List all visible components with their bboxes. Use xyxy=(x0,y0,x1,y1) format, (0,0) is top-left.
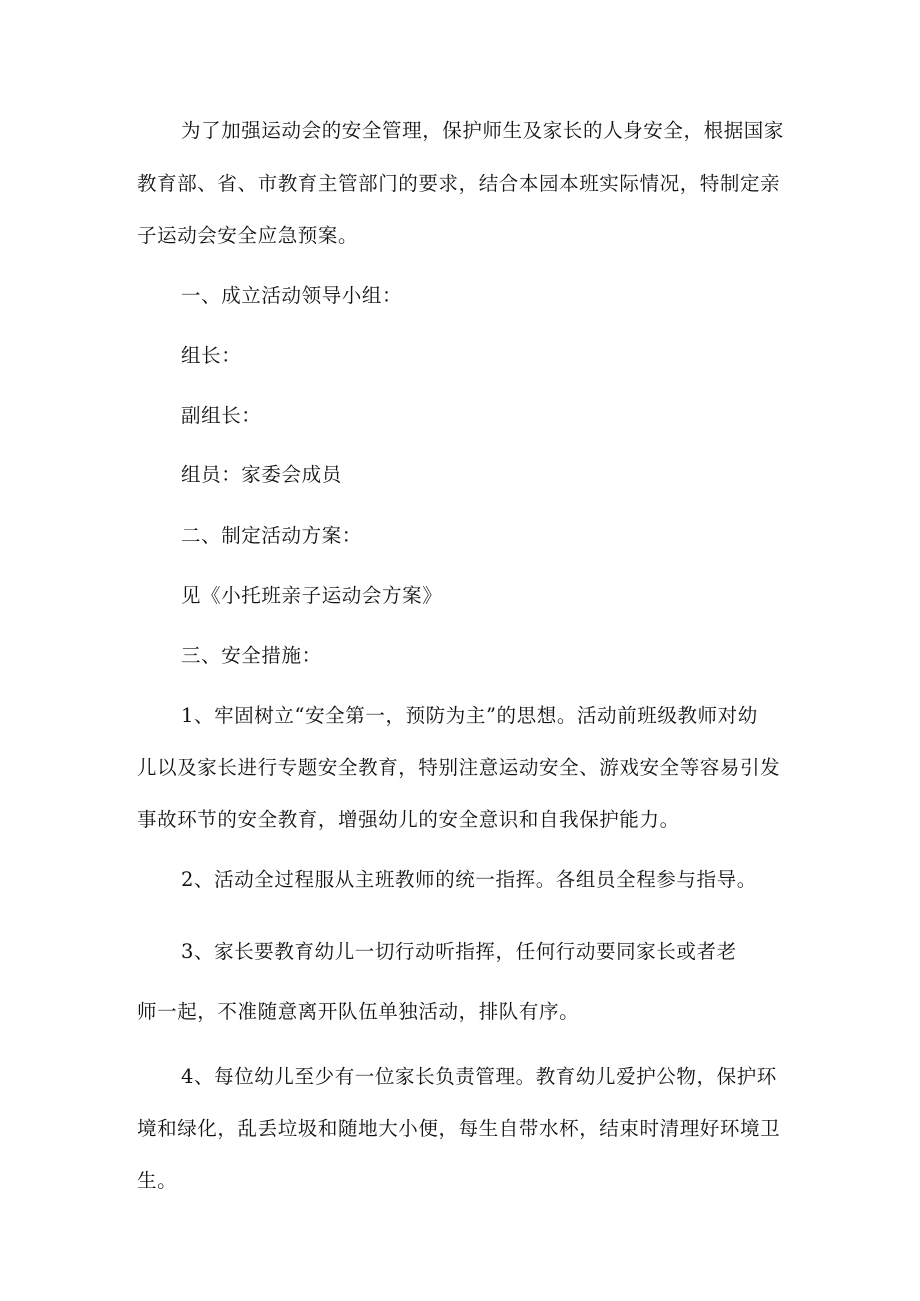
item-3-line-2: 师一起，不准随意离开队伍单独活动，排队有序。 xyxy=(137,1000,580,1023)
deputy-leader-line: 副组长： xyxy=(181,404,262,427)
item-4-line-2: 境和绿化，乱丢垃圾和随地大小便，每生自带水杯，结束时清理好环境卫 xyxy=(137,1117,781,1140)
section-1-heading: 一、成立活动领导小组： xyxy=(181,284,403,307)
item-3-line-1: 3、家长要教育幼儿一切行动听指挥，任何行动要同家长或者老 xyxy=(181,940,737,963)
intro-line-1: 为了加强运动会的安全管理，保护师生及家长的人身安全，根据国家 xyxy=(181,119,785,142)
members-line: 组员：家委会成员 xyxy=(181,463,342,486)
item-1-line-1: 1、牢固树立“安全第一，预防为主”的思想。活动前班级教师对幼 xyxy=(181,704,758,727)
item-1-line-3: 事故环节的安全教育，增强幼儿的安全意识和自我保护能力。 xyxy=(137,808,680,831)
intro-line-3: 子运动会安全应急预案。 xyxy=(137,224,359,247)
plan-reference: 见《小托班亲子运动会方案》 xyxy=(181,584,443,607)
leader-line: 组长： xyxy=(181,344,242,367)
item-4-line-3: 生。 xyxy=(137,1169,178,1192)
safety-item-2: 2、活动全过程服从主班教师的统一指挥。各组员全程参与指导。 xyxy=(181,868,757,891)
section-2-heading: 二、制定活动方案： xyxy=(181,524,362,547)
section-3-heading: 三、安全措施： xyxy=(181,644,322,667)
intro-line-2: 教育部、省、市教育主管部门的要求，结合本园本班实际情况，特制定亲 xyxy=(137,172,781,195)
item-4-line-1: 4、每位幼儿至少有一位家长负责管理。教育幼儿爱护公物，保护环 xyxy=(181,1065,777,1088)
item-1-line-2: 儿以及家长进行专题安全教育，特别注意运动安全、游戏安全等容易引发 xyxy=(137,756,781,779)
